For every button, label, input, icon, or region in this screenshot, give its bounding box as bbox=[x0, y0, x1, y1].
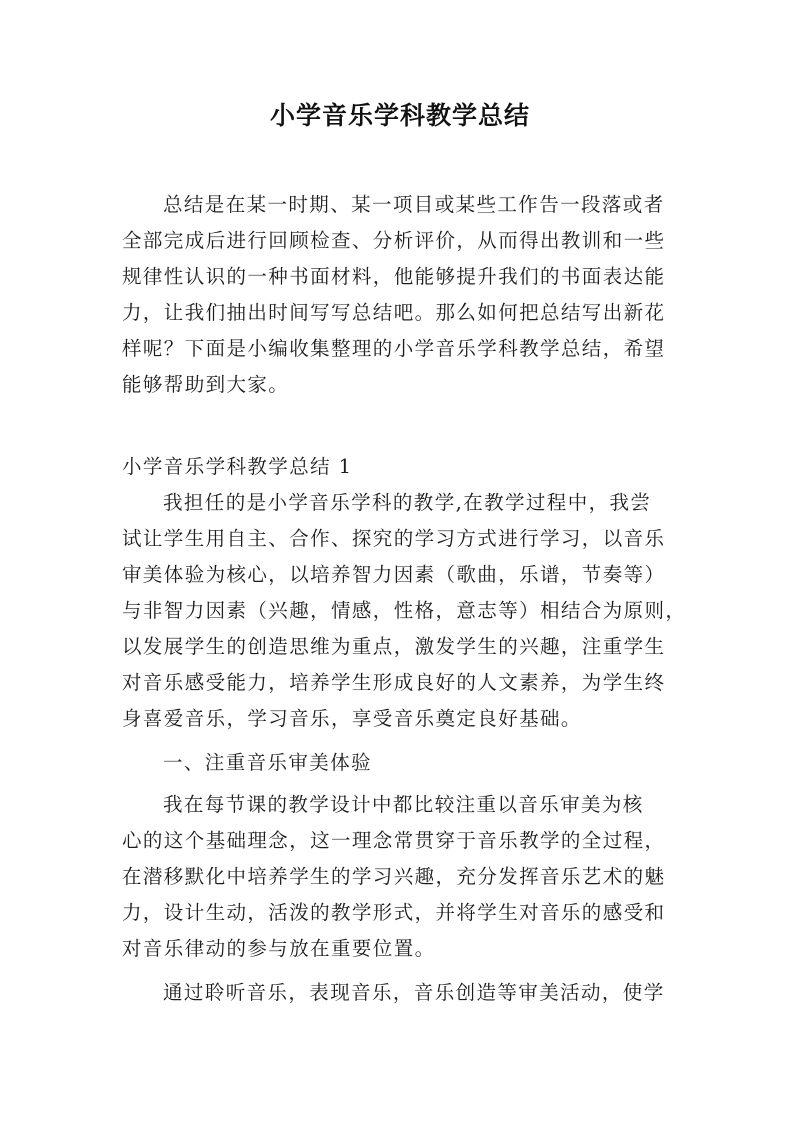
intro-line: 力，让我们抽出时间写写总结吧。那么如何把总结写出新花 bbox=[122, 301, 666, 324]
paragraph-line: 心的这个基础理念，这一理念常贯穿于音乐教学的全过程， bbox=[122, 829, 666, 852]
paragraph-line: 力，设计生动，活泼的教学形式，并将学生对音乐的感受和 bbox=[122, 901, 666, 924]
section-heading: 小学音乐学科教学总结 1 bbox=[122, 455, 353, 478]
paragraph-line: 对音乐律动的参与放在重要位置。 bbox=[122, 937, 436, 960]
intro-line: 规律性认识的一种书面材料，他能够提升我们的书面表达能 bbox=[122, 265, 666, 288]
intro-line: 总结是在某一时期、某一项目或某些工作告一段落或者 bbox=[163, 193, 665, 216]
paragraph-line: 以发展学生的创造思维为重点，激发学生的兴趣，注重学生 bbox=[122, 635, 666, 658]
paragraph-line: 与非智力因素（兴趣，情感，性格，意志等）相结合为原则， bbox=[122, 599, 687, 622]
paragraph-line: 审美体验为核心，以培养智力因素（歌曲，乐谱，节奏等） bbox=[122, 563, 666, 586]
paragraph-line: 在潜移默化中培养学生的学习兴趣，充分发挥音乐艺术的魅 bbox=[122, 865, 666, 888]
paragraph-line: 通过聆听音乐，表现音乐，音乐创造等审美活动，使学 bbox=[163, 981, 665, 1004]
paragraph-line: 对音乐感受能力，培养学生形成良好的人文素养，为学生终 bbox=[122, 671, 666, 694]
paragraph-line: 我担任的是小学音乐学科的教学,在教学过程中，我尝 bbox=[163, 491, 652, 514]
intro-line: 能够帮助到大家。 bbox=[122, 373, 290, 396]
document-title: 小学音乐学科教学总结 bbox=[269, 101, 530, 130]
intro-line: 样呢？下面是小编收集整理的小学音乐学科教学总结，希望 bbox=[122, 337, 666, 360]
paragraph-line: 我在每节课的教学设计中都比较注重以音乐审美为核 bbox=[163, 793, 644, 816]
subheading: 一、注重音乐审美体验 bbox=[163, 751, 373, 774]
intro-line: 全部完成后进行回顾检查、分析评价，从而得出教训和一些 bbox=[122, 229, 666, 252]
paragraph-line: 试让学生用自主、合作、探究的学习方式进行学习，以音乐 bbox=[122, 527, 666, 550]
paragraph-line: 身喜爱音乐，学习音乐，享受音乐奠定良好基础。 bbox=[122, 707, 582, 730]
